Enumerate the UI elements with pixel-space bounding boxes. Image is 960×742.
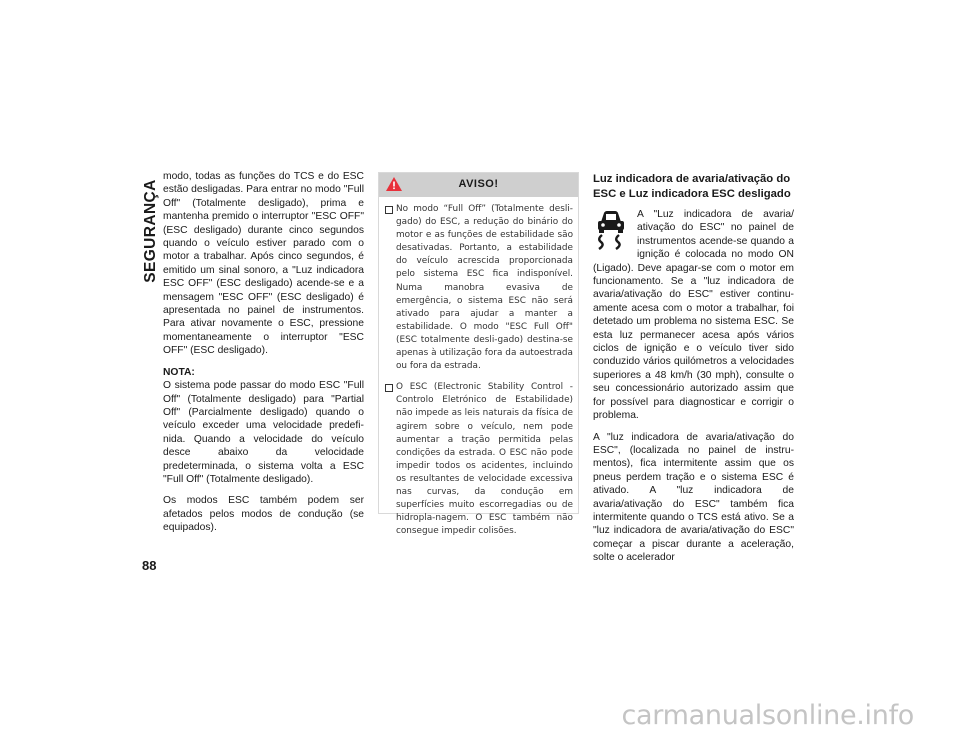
section-heading: Luz indicadora de avaria/ativação do ESC e Luz indicadora ESC desligado [593, 173, 791, 200]
section-title [141, 176, 161, 286]
paragraph: Os modos ESC também podem ser afetados pelos modos de condução (se equipados). [163, 495, 364, 534]
warning-header [379, 173, 578, 197]
esc-skid-car-icon [593, 208, 631, 252]
paragraph: A "luz indicadora de avaria/ativação do ESC", (localizada no painel de instru-mentos), fica intermitente assim que os pneus perdem tração e o sistema ESC é ativado. A "luz indicadora de avaria/ativação do ESC" também fica intermitente quando o TCS está ativo. Se a "luz indicadora de avaria/ativação do ESC" começar a piscar durante a aceleração, solte o acelerador [593, 431, 794, 564]
list-item [385, 381, 573, 538]
watermark: carmanualsonline.info [621, 700, 914, 731]
warning-body [379, 197, 578, 538]
warning-title: AVISO! [458, 178, 499, 190]
column-right [593, 172, 794, 573]
square-bullet-icon [385, 206, 393, 214]
paragraph [593, 208, 794, 423]
note-text: O sistema pode passar do modo ESC "Full Off" (Totalmente desligado) para "Partial Off" (Parcialmente desligado) quando o veículo exceder uma velocidade predefi-nida. Quando a velocidade do veículo desce abaixo da velocidade predeterminada, o sistema volta a ESC "Full Off" (Totalmente desligado). [163, 380, 364, 485]
note-label: NOTA: [163, 366, 195, 378]
list-item [385, 203, 573, 373]
paragraph: modo, todas as funções do TCS e do ESC estão desligadas. Para entrar no modo "Full Off" (Totalmente desligado), prima e mantenha premido o interruptor "ESC OFF" (ESC desligado) durante cinco segundos quando o veículo estiver parado com o motor a trabalhar. Após cinco segundos, é emitido um sinal sonoro, a "Luz indicadora ESC OFF" (ESC desligado) acende-se e a mensagem "ESC OFF" (ESC desligado) é apresentada no painel de instrumentos. Para ativar novamente o ESC, pressione momentaneamente o interruptor "ESC OFF" (ESC desligado). [163, 171, 364, 357]
paragraph-text: A "Luz indicadora de avaria/ ativação do ESC" no painel de instrumentos acende-se quando a ignição é colocada no modo ON (Ligado). Deve apagar-se com o motor em funcionamento. Se a "luz indicadora de avaria/ativação do ESC" estiver continu-amente acesa com o motor a trabalhar, foi detetado um problema no sistema ESC. Se esta luz permanecer acesa após vários ciclos de ignição e o veículo tiver sido conduzido vários quilómetros a velocidades superiores a 48 km/h (30 mph), consulte o seu concessionário autorizado assim que for possível para diagnosticar e corrigir o problema. [593, 209, 794, 422]
warning-item-text: No modo “Full Off” (Totalmente desli-gado) do ESC, a redução do binário do motor e as funções de estabilidade são desativadas. Portanto, a estabilidade do veículo acrescida proporcionada pelo sistema ESC fica indisponível. Numa manobra evasiva de emergência, o sistema ESC não será ativado para ajudar a manter a estabilidade. O modo "ESC Full Off" (ESC totalmente desli-gado) destina-se apenas à utilização fora da autoestrada ou fora da estrada. [396, 204, 573, 372]
warning-item-text: O ESC (Electronic Stability Control - Controlo Eletrónico de Estabilidade) não impede as leis naturais da física de agirem sobre o veículo, nem pode aumentar a tração permitida pelas condições da estrada. O ESC não pode impedir todos os acidentes, incluindo os resultantes de velocidade excessiva nas curvas, da condução em superfícies muito escorregadias ou de hidropla-nagem. O ESC também não consegue impedir colisões. [396, 382, 573, 537]
column-left [163, 170, 364, 543]
warning-box [378, 172, 579, 537]
section-title-text: SEGURANÇA [142, 179, 159, 283]
square-bullet-icon [385, 384, 393, 392]
page-number: 88 [142, 558, 157, 573]
